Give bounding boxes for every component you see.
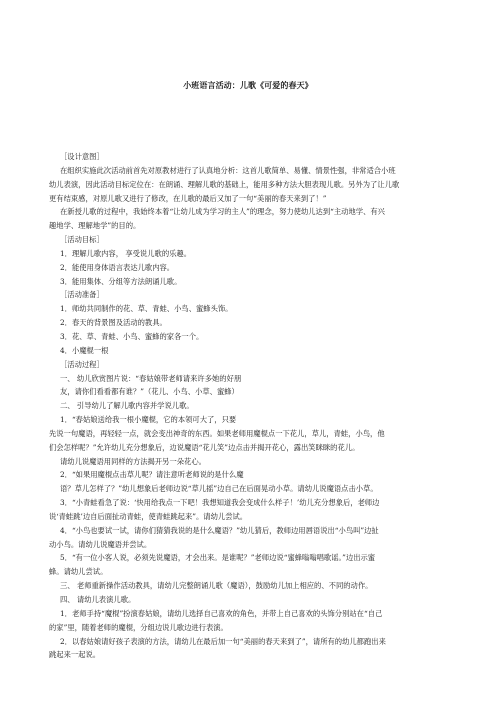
text-line: 先说一句魔语，再轻轻一点，就会变出神奇的东西。如果老师用魔棍点一下花儿，草儿，青蛙，小鸟，他 (49, 428, 385, 438)
document-title: 小班语言活动：儿歌《可爱的春天》 (183, 81, 313, 90)
text-line: ［设计意图］ (60, 152, 104, 161)
text-line: 2．“如果用魔棍点击草儿呢？请注意听老师说的是什么魔 (60, 470, 244, 480)
document-body (49, 150, 447, 662)
text-line: 说‘青蛙跳’边自后面扯动青蛙，使青蛙跳起来”。请幼儿尝试。 (49, 511, 248, 521)
text-line: 幼儿表演，因此活动目标定位在：在朗诵、理解儿歌的基础上，能用多种方法大胆表现儿歌。另外为了让儿歌 (49, 179, 400, 189)
text-line: ［活动目标］ (60, 235, 104, 245)
text-line: 友，请你们看看都有谁？”（花儿、小鸟、小草、蜜蜂） (60, 387, 239, 397)
text-line: 一、 幼儿欣赏图片说：“春姑娘带老师请来许多她的好朋 (60, 373, 242, 383)
text-line: 的家”里，随着老师的魔棍，分组边说儿歌边进行表演。 (49, 622, 228, 632)
text-line: 趣地学、理解地学”的目的。 (49, 221, 141, 231)
text-line: 1．理解儿歌内容， 享受说儿歌的乐趣。 (60, 248, 192, 258)
text-line: 们会怎样呢？”允许幼儿充分想象后，边说魔语“花儿笑”边点击并揭开花心，露出笑眯眯的花儿。 (49, 442, 360, 452)
text-line: 更有结束感，对原儿歌又进行了修改，在儿歌的最后又加了一句“美丽的春天来到了！” (49, 193, 327, 203)
text-line: ［活动过程］ (60, 359, 104, 369)
text-line: 3．“小青蛙看急了说：‘快用给我点一下吧！我想知道我会变成什么样子！’幼儿充分想象后，老师边 (60, 498, 380, 508)
text-line: 1．“春姑娘送给我一根小魔棍，它的本领可大了，只要 (60, 415, 237, 425)
text-line: ［活动准备］ (60, 290, 104, 300)
text-line: 1．老师手持“魔棍”扮演春姑娘，请幼儿选择自己喜欢的角色，并带上自己喜欢的头饰分别站在“自己 (60, 608, 383, 618)
text-line: 在组织实施此次活动前首先对原教材进行了认真地分析：这首儿歌简单、易懂、情景性强，非常适合小班 (60, 165, 396, 175)
text-line: 蜂。请幼儿尝试。 (49, 567, 108, 577)
text-line: 3．花、草、青蛙、小鸟、蜜蜂的家各一个。 (60, 331, 204, 341)
text-line: 1．师幼共同制作的花、草、青蛙、小鸟、蜜蜂头饰。 (60, 304, 233, 314)
text-line: 语？草儿怎样了？”幼儿想象后老师边说“草儿摇”边自己在后面晃动小草。请幼儿说魔语点击小草。 (60, 484, 378, 494)
text-line: 三、 老师重新操作活动教具，请幼儿完整朗诵儿歌（魔语），鼓励幼儿加上相应的、不同的动作。 (60, 581, 373, 591)
text-line: 二、 引导幼儿了解儿歌内容并学说儿歌。 (60, 401, 194, 411)
text-line: 5．“有一位小客人说，必须先说魔语，才会出来。是谁呢？”老师边说“蜜蜂嗡嗡唱歌谣。”边出示蜜 (60, 553, 376, 563)
text-line: 3．能用集体、分组等方法朗诵儿歌。 (60, 276, 182, 286)
text-line: 四、 请幼儿表演儿歌。 (60, 595, 136, 604)
text-line: 2．以春姑娘请好孩子表演的方法，请幼儿在最后加一句“美丽的春天来到了”，请所有的幼儿都跑出来 (60, 636, 386, 646)
text-line: 4．小魔棍一根 (60, 345, 109, 355)
text-line: 在新授儿歌的过程中，我始终本着“让幼儿成为学习的主人”的理念，努力使幼儿达到“主动地学、有兴 (60, 207, 385, 217)
text-line: 4．“小鸟也要试一试，请你们猜猜我说的是什么魔语？”幼儿猜后，教师边用唇语说出“小鸟叫”边扯 (60, 525, 379, 535)
text-line: 请幼儿说魔语用同样的方法揭开另一朵花心。 (60, 456, 206, 466)
text-line: 跳起来一起说。 (49, 650, 101, 660)
text-line: 2．能使用身体语言表达儿歌内容。 (60, 262, 175, 272)
text-line: 动小鸟。请幼儿说魔语并尝试。 (49, 539, 152, 549)
text-line: 2．春天的背景图及活动的教具。 (60, 318, 167, 328)
